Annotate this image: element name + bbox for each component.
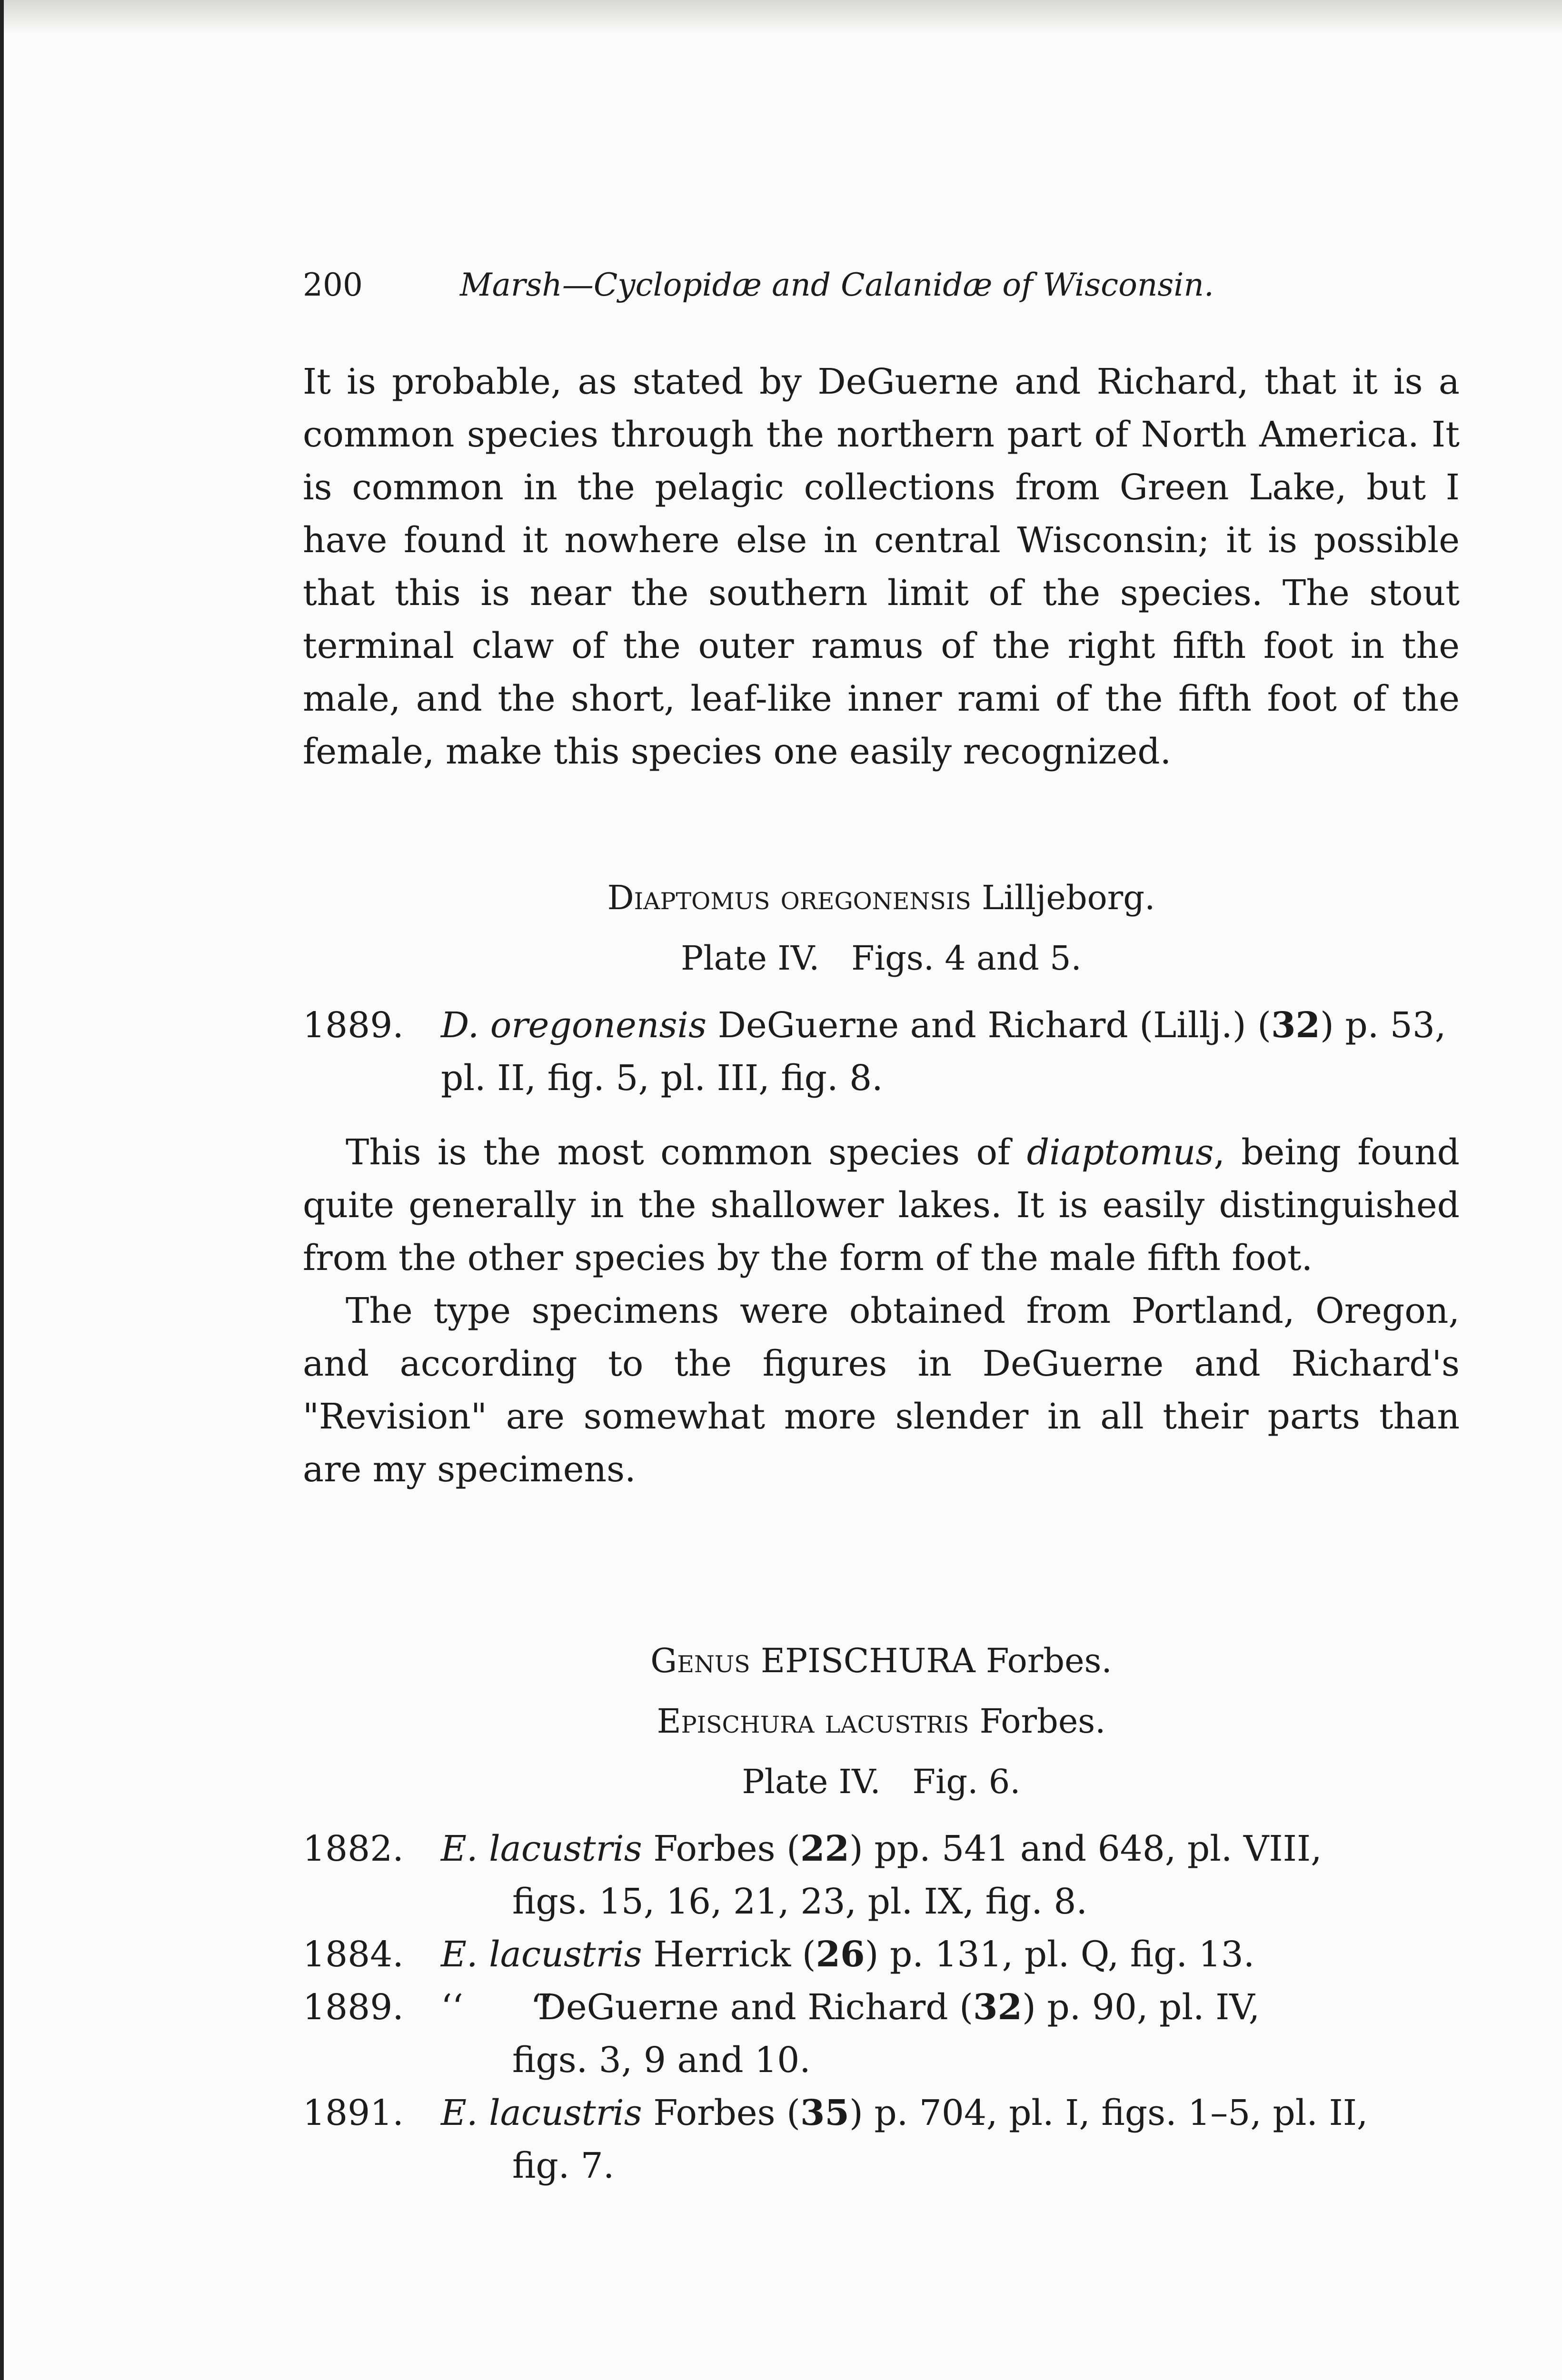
bibliography-entry	[303, 999, 1460, 1052]
species-heading-epischura	[303, 1702, 1460, 1741]
running-title: Marsh—Cyclopidæ and Calanidæ of Wisconsin.	[460, 267, 1214, 303]
bib-continuation: figs. 3, 9 and 10.	[512, 2040, 811, 2081]
bib-continuation: pl. II, fig. 5, pl. III, fig. 8.	[441, 1058, 883, 1099]
running-head	[303, 267, 1460, 303]
page-content	[303, 267, 1460, 2192]
bib-text: DeGuerne and Richard (Lillj.) (	[717, 1005, 1271, 1046]
scan-border-left	[0, 0, 4, 2380]
species-name: Diaptomus oregonensis	[607, 878, 971, 917]
species-name: Epischura lacustris	[657, 1702, 969, 1741]
bibliography-entry: 1884. E. lacustris Herrick (26) p. 131, pl. Q, fig. 13.	[303, 1934, 1255, 1975]
bib-text: ) p. 53,	[1320, 1005, 1446, 1046]
genus-heading	[303, 1641, 1460, 1680]
bib-ref-number: 32	[1271, 1005, 1320, 1046]
plate-reference: Plate IV. Fig. 6.	[742, 1762, 1021, 1801]
bibliography-entry: 1889. ‘‘ ‘‘ DeGuerne and Richard (32) p. 90, pl. IV,	[303, 1981, 1460, 2034]
bib-continuation: figs. 15, 16, 21, 23, pl. IX, fig. 8.	[512, 1881, 1087, 1922]
bibliography-entry: 1891. E. lacustris Forbes (35) p. 704, pl. I, figs. 1–5, pl. II,	[303, 2092, 1368, 2133]
species-author: Forbes.	[979, 1702, 1106, 1741]
paragraph-diaptomus-2: The type specimens were obtained from Portland, Oregon, and according to the figures in DeGuerne and Richard's "Revision" are somewhat more slender in all their parts than are my specimens.	[303, 1290, 1460, 1490]
plate-reference: Plate IV. Figs. 4 and 5.	[681, 939, 1082, 978]
page-number: 200	[303, 267, 363, 303]
bibliography-entry: 1882. E. lacustris Forbes (22) pp. 541 and 648, pl. VIII,	[303, 1828, 1322, 1869]
ditto-marks: ‘‘ ‘‘	[441, 1987, 553, 2028]
genus-prefix: Genus	[650, 1641, 750, 1680]
paragraph-intro: It is probable, as stated by DeGuerne and Richard, that it is a common species through the northern part of North America. It is common in the pelagic collections from Green Lake, but I have found it nowhere else in central Wisconsin; it is possible that this is near the southern limit of the species. The stout terminal claw of the outer ramus of the right fifth foot in the male, and the short, leaf-like inner rami of the fifth foot of the female, make this species one easily recognized.	[303, 361, 1460, 772]
paragraph-diaptomus-1: This is the most common species of diaptomus, being found quite generally in the shallower lakes. It is easily distinguished from the other species by the form of the male fifth foot.	[303, 1132, 1460, 1279]
genus-name: EPISCHURA	[761, 1641, 975, 1680]
bib-species: D. oregonensis	[441, 1005, 707, 1046]
bibliography-diaptomus	[303, 999, 1460, 1105]
bib-year: 1889.	[303, 1005, 404, 1046]
page-top-edge	[0, 0, 1562, 33]
genus-author: Forbes.	[985, 1641, 1112, 1680]
bibliography-epischura	[303, 1823, 1460, 2192]
species-author: Lilljeborg.	[982, 878, 1155, 917]
bib-continuation: fig. 7.	[512, 2145, 615, 2186]
species-heading-diaptomus	[303, 878, 1460, 917]
